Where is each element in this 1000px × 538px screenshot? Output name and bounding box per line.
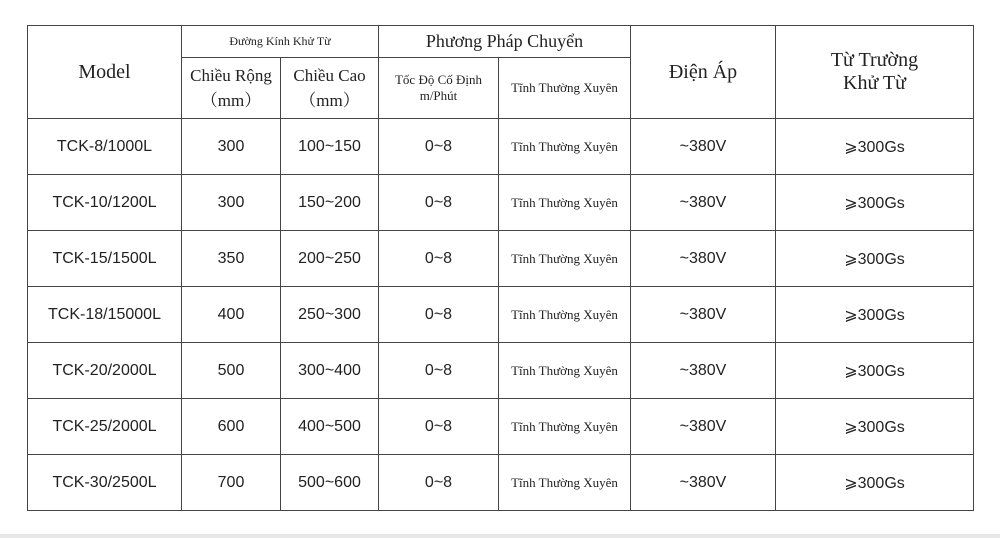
cell-height: 300~400	[281, 343, 379, 399]
cell-field: ⩾300Gs	[776, 175, 974, 231]
header-speed-unit: m/Phút	[419, 88, 458, 103]
cell-height: 100~150	[281, 119, 379, 175]
header-model: Model	[28, 26, 182, 119]
cell-height: 200~250	[281, 231, 379, 287]
cell-width: 400	[182, 287, 281, 343]
header-width-label: Chiều Rộng	[190, 65, 272, 85]
cell-model: TCK-10/1200L	[28, 175, 182, 231]
cell-model: TCK-25/2000L	[28, 399, 182, 455]
cell-voltage: ~380V	[631, 399, 776, 455]
cell-static: Tĩnh Thường Xuyên	[499, 399, 631, 455]
header-voltage: Điện Áp	[631, 26, 776, 119]
cell-static: Tĩnh Thường Xuyên	[499, 119, 631, 175]
cell-field: ⩾300Gs	[776, 287, 974, 343]
cell-width: 300	[182, 175, 281, 231]
cell-speed: 0~8	[379, 175, 499, 231]
cell-model: TCK-20/2000L	[28, 343, 182, 399]
cell-speed: 0~8	[379, 343, 499, 399]
table-row	[28, 231, 974, 287]
cell-field: ⩾300Gs	[776, 455, 974, 511]
cell-width: 350	[182, 231, 281, 287]
header-speed-label: Tốc Độ Cố Định	[394, 72, 483, 87]
cell-voltage: ~380V	[631, 175, 776, 231]
cell-field: ⩾300Gs	[776, 231, 974, 287]
table-row	[28, 287, 974, 343]
table-row	[28, 175, 974, 231]
cell-model: TCK-18/15000L	[28, 287, 182, 343]
cell-width: 300	[182, 119, 281, 175]
header-speed	[379, 58, 499, 119]
cell-height: 150~200	[281, 175, 379, 231]
cell-speed: 0~8	[379, 455, 499, 511]
header-static: Tĩnh Thường Xuyên	[499, 58, 631, 119]
cell-field: ⩾300Gs	[776, 399, 974, 455]
header-diameter: Đường Kính Khử Từ	[182, 26, 379, 58]
cell-voltage: ~380V	[631, 119, 776, 175]
cell-model: TCK-15/1500L	[28, 231, 182, 287]
bottom-shadow	[0, 534, 1000, 538]
header-field-line2: Khử Từ	[843, 72, 906, 94]
cell-field: ⩾300Gs	[776, 343, 974, 399]
header-field	[776, 26, 974, 119]
cell-speed: 0~8	[379, 231, 499, 287]
cell-static: Tĩnh Thường Xuyên	[499, 343, 631, 399]
table-row	[28, 455, 974, 511]
cell-voltage: ~380V	[631, 343, 776, 399]
cell-speed: 0~8	[379, 119, 499, 175]
header-height	[281, 58, 379, 119]
cell-height: 500~600	[281, 455, 379, 511]
cell-model: TCK-30/2500L	[28, 455, 182, 511]
cell-height: 250~300	[281, 287, 379, 343]
header-width-unit: （mm）	[200, 90, 262, 110]
cell-field: ⩾300Gs	[776, 119, 974, 175]
cell-static: Tĩnh Thường Xuyên	[499, 231, 631, 287]
cell-speed: 0~8	[379, 287, 499, 343]
cell-width: 700	[182, 455, 281, 511]
header-transfer: Phương Pháp Chuyển	[379, 26, 631, 58]
header-height-label: Chiều Cao	[293, 65, 366, 85]
cell-width: 600	[182, 399, 281, 455]
cell-height: 400~500	[281, 399, 379, 455]
cell-static: Tĩnh Thường Xuyên	[499, 287, 631, 343]
table-row	[28, 119, 974, 175]
table-row	[28, 399, 974, 455]
header-width	[182, 58, 281, 119]
cell-width: 500	[182, 343, 281, 399]
cell-static: Tĩnh Thường Xuyên	[499, 175, 631, 231]
table-row	[28, 343, 974, 399]
cell-speed: 0~8	[379, 399, 499, 455]
cell-voltage: ~380V	[631, 231, 776, 287]
cell-voltage: ~380V	[631, 455, 776, 511]
cell-model: TCK-8/1000L	[28, 119, 182, 175]
cell-static: Tĩnh Thường Xuyên	[499, 455, 631, 511]
spec-table	[27, 25, 974, 511]
cell-voltage: ~380V	[631, 287, 776, 343]
header-height-unit: （mm）	[299, 90, 360, 110]
header-field-line1: Từ Trường	[830, 49, 919, 71]
